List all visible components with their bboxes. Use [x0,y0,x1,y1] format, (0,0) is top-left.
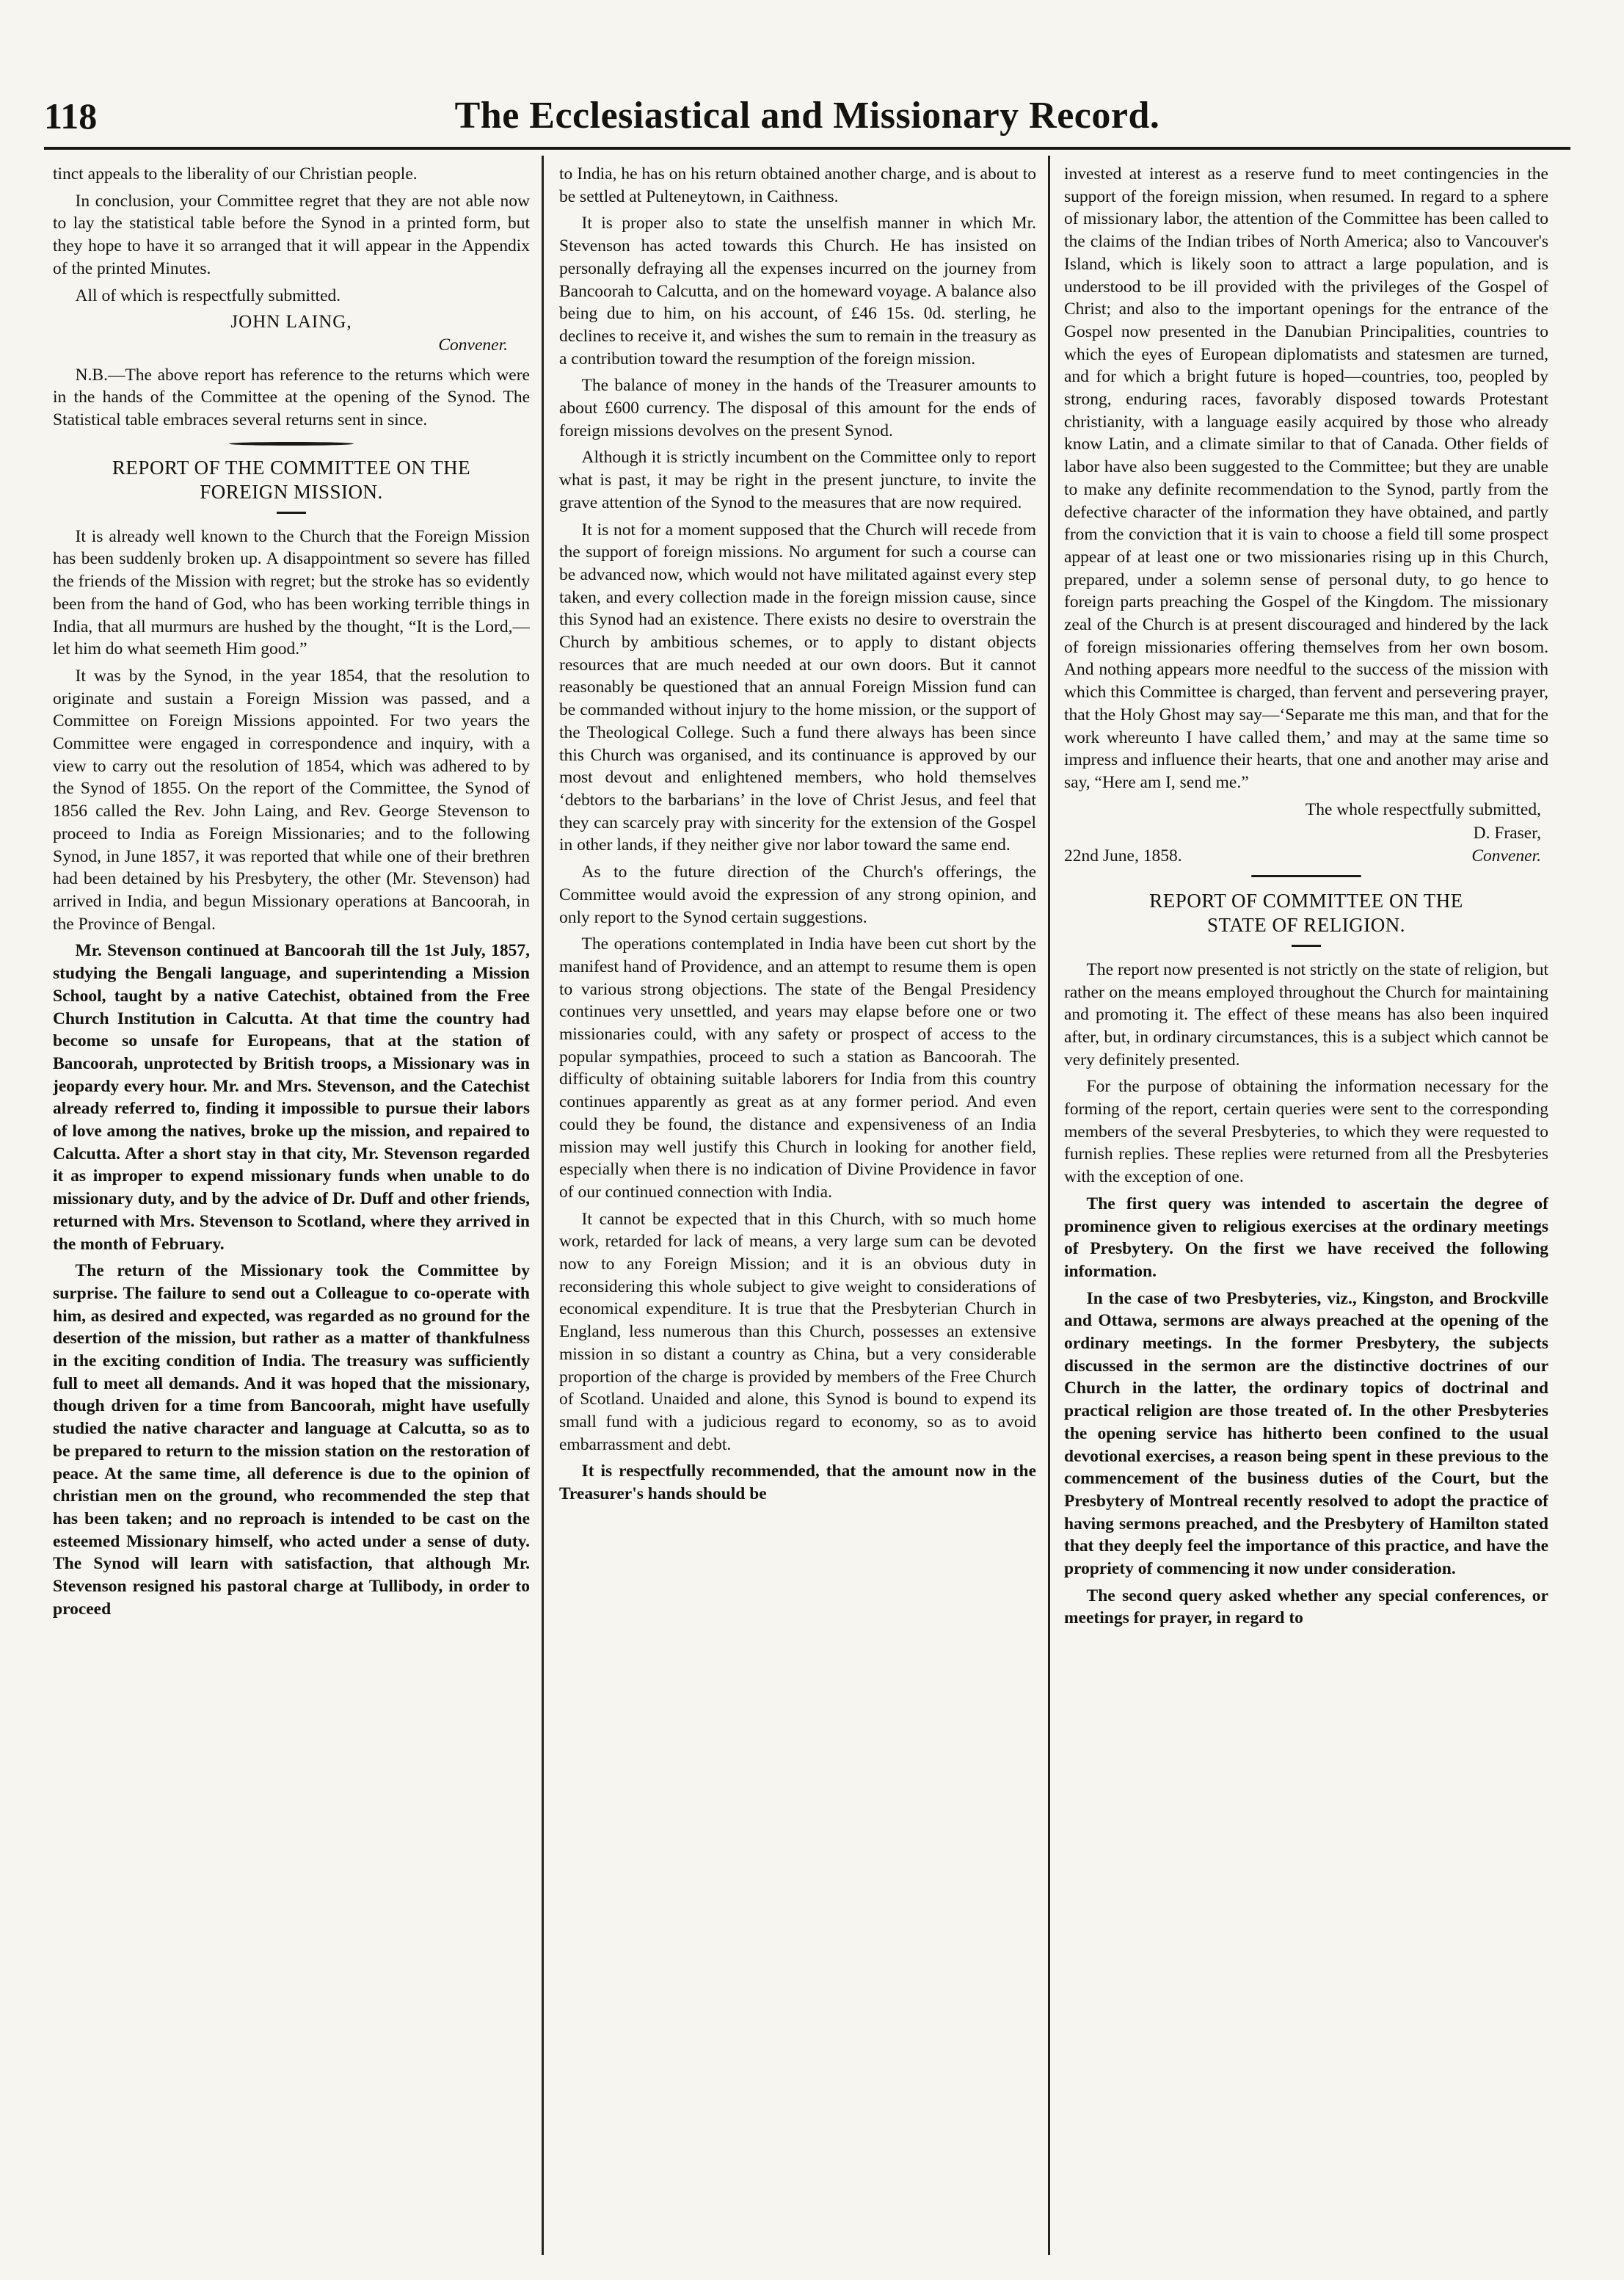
column-divider-2 [1048,156,1050,2255]
paragraph: Although it is strictly incumbent on the Committee only to report what is past, it may be right in the present juncture, to invite the grave attention of the Synod to the measures that are now required. [559,448,1036,512]
paragraph: In conclusion, your Committee regret that they are not able now to lay the statistical table before the Synod in a printed form, but they hope to have it so arranged that it will appear in the Appendix of the printed Minutes. [53,191,530,278]
signature-name: D. Fraser, [1473,824,1541,843]
heading-line: REPORT OF THE COMMITTEE ON THE [112,456,471,479]
signature-name: JOHN LAING, [230,312,352,333]
heading-line: STATE OF RELIGION. [1206,913,1406,936]
paragraph: The second query asked whether any special conferences, or meetings for prayer, in regard to [1064,1586,1548,1628]
section-heading-foreign-mission [53,456,530,504]
running-title: The Ecclesiastical and Missionary Record. [454,95,1160,137]
section-heading-state-of-religion [1064,889,1548,937]
paragraph: It is already well known to the Church that the Foreign Mission has been suddenly broken up. A disappointment so severe has filled the friends of the Mission with regret; but the stroke has so evidently been from the hand of God, who has been working terrible things in India, that all murmurs are hushed by the thought, “It is the Lord,—let him do what seemeth Him good.” [53,526,530,659]
signature-role: Convener. [1471,846,1541,866]
paragraph: invested at interest as a reserve fund to meet contingencies in the support of the foreign mission, when resumed. In regard to a sphere of missionary labor, the attention of the Committee has been called to the claims of the Indian tribes of North America; also to Vancouver's Island, which is likely soon to attract a large population, and is understood to be ill provided with the privileges of the Gospel of Christ; and also to the important openings for the entrance of the Gospel now presented in the Danubian Principalities, countries to which the eyes of European diplomatists and statesmen are turned, and for which a bright future is hoped—countries, too, peopled by strong, enduring races, favorably disposed towards Protestant christianity, with a language easily acquired by those who already know Latin, and a climate similar to that of Canada. Other fields of labor have also been suggested to the Committee; but they are unable to make any definite recommendation to the Synod, partly from the defective character of the information they have obtained, and partly from the conviction that it is vain to choose a field till some prospect appear of at least one or two missionaries rising up in this Church, prepared, under a solemn sense of personal duty, to go hence to foreign parts preaching the Gospel of the Kingdom. The missionary zeal of the Church is at present discouraged and hindered by the lack of foreign missionaries offering themselves from her own bosom. And nothing appears more needful to the success of the mission with which this Committee is charged, than fervent and persevering prayer, that the Holy Ghost may say—‘Separate me this man, and that for the work whereunto I have called them,’ and may at the same time so impress and influence their hearts, that one and another may arise and say, “Here am I, send me.” [1064,164,1548,792]
paragraph: Mr. Stevenson continued at Bancoorah till the 1st July, 1857, studying the Bengali language, and superintending a Mission School, taught by a native Catechist, obtained from the Free Church Institution in Calcutta. At that time the country had become so unsafe for Europeans, that at the station of Bancoorah, unprotected by British troops, a Missionary was in jeopardy every hour. Mr. and Mrs. Stevenson, and the Catechist already referred to, finding it impossible to pursue their labors of love among the natives, broke up the mission, and repaired to Calcutta. After a short stay in that city, Mr. Stevenson regarded it as improper to expend missionary funds when unable to do missionary duty, and by the advice of Dr. Duff and other friends, returned with Mrs. Stevenson to Scotland, where they arrived in the month of February. [53,941,530,1254]
paragraph: The return of the Missionary took the Committee by surprise. The failure to send out a Colleague to co-operate with him, as desired and expected, was regarded as no ground for the desertion of the mission, but rather as a matter of thankfulness in the exciting condition of India. The treasury was sufficiently full to meet all demands. And it was hoped that the missionary, though driven for a time from Bancoorah, might have usefully studied the native character and language at Calcutta, so as to be prepared to return to the mission station on the restoration of peace. At the same time, all deference is due to the opinion of christian men on the ground, who recommended the step that has been taken; and no reproach is intended to be cast on the esteemed Missionary himself, who acted under a sense of duty. The Synod will learn with satisfaction, that although Mr. Stevenson resigned his pastoral charge at Tullibody, in order to proceed [53,1261,530,1619]
paragraph: It was by the Synod, in the year 1854, that the resolution to originate and sustain a Foreign Mission was passed, and a Committee on Foreign Missions appointed. For two years the Committee were engaged in correspondence and inquiry, with a view to carry out the resolution of 1854, which was adhered to by the Synod of 1855. On the report of the Committee, the Synod of 1856 called the Rev. John Laing, and Rev. George Stevenson to proceed to India as Foreign Missionaries; and to the following Synod, in June 1857, it was reported that while one of their brethren had been detained by his Presbytery, the other (Mr. Stevenson) had arrived in India, and begun Missionary operations at Bancoorah, in the Province of Bengal. [53,666,530,934]
column-1 [53,163,530,2255]
paragraph: All of which is respectfully submitted. [75,286,341,305]
paragraph: to India, he has on his return obtained another charge, and is about to be settled at Pulteneytown, in Caithness. [559,164,1036,206]
paragraph: tinct appeals to the liberality of our Christian people. [53,164,418,184]
report-date: 22nd June, 1858. [1064,846,1182,866]
paragraph: For the purpose of obtaining the information necessary for the forming of the report, certain queries were sent to the corresponding members of the several Presbyteries, to which they were requested to furnish replies. These replies were returned from all the Presbyteries with the exception of one. [1064,1077,1548,1187]
column-3 [1064,163,1548,2255]
heading-dash [1292,945,1321,947]
paragraph: It is not for a moment supposed that the Church will recede from the support of foreign missions. No argument for such a course can be advanced now, which would not have militated against every step taken, and every collection made in the foreign mission cause, since this Synod had an existence. There exists no desire to overstrain the Church by ambitious schemes, or to apply to distant objects resources that are much needed at our own doors. But it cannot reasonably be questioned that an annual Foreign Mission fund can be commanded without injury to the home mission, or the support of the Theological College. Such a fund there always has been since this Church was organised, and its continuance is approved by our most devout and enlightened members, who hold themselves ‘debtors to the barbarians’ in the love of Christ Jesus, and feel that they can scarcely pray with sincerity for the extension of the Gospel in other lands, if they neither give nor labor toward the same end. [559,520,1036,855]
heading-line: REPORT OF COMMITTEE ON THE [1149,889,1463,912]
header-rule [44,147,1570,150]
paragraph: The first query was intended to ascertain the degree of prominence given to religious exercises at the ordinary meetings of Presbytery. On the first we have received the following information. [1064,1194,1548,1281]
column-2 [559,163,1036,2255]
paragraph: The report now presented is not strictly on the state of religion, but rather on the means employed throughout the Church for maintaining and promoting it. The effect of these means has also been inquired after, but, in ordinary circumstances, this is a subject which cannot be very definitely presented. [1064,959,1548,1070]
heading-line: FOREIGN MISSION. [200,480,383,503]
signature-role: Convener. [438,335,508,355]
paragraph: The balance of money in the hands of the Treasurer amounts to about £600 currency. The disposal of this amount for the ends of foreign missions devolves on the present Synod. [559,376,1036,440]
paragraph: It is respectfully recommended, that the amount now in the Treasurer's hands should be [559,1462,1036,1504]
paragraph: In the case of two Presbyteries, viz., Kingston, and Brockville and Ottawa, sermons are always preached at the opening of the ordinary meetings. In the former Presbytery, the subjects discussed in the sermon are the distinctive doctrines of our Church in the latter, the ordinary topics of doctrinal and practical religion are those treated of. In the other Presbyteries the opening service has hitherto been confined to the usual devotional exercises, a reason being spent in these previous to the commencement of the business duties of the Court, but the Presbytery of Montreal recently resolved to adopt the practice of having sermons preached, and the Presbytery of Hamilton stated that they deeply feel the importance of this practice, and have the propriety of commencing it now under consideration. [1064,1288,1548,1579]
heading-dash [277,512,306,514]
closing-line: The whole respectfully submitted, [1305,799,1541,819]
section-rule [1251,875,1361,877]
paragraph: It cannot be expected that in this Church, with so much home work, retarded for lack of means, a very large sum can be devoted now to any Foreign Mission; and it is an obvious duty in reconsidering this whole subject to give weight to considerations of economical expenditure. It is true that the Presbyterian Church in England, less numerous than this Church, possesses an extensive mission in so distant a country as China, but a very considerable proportion of the charge is provided by members of the Free Church of Scotland. Unaided and alone, this Synod is bound to expend its small fund with a judicious regard to economy, so as to avoid embarrassment and debt. [559,1209,1036,1454]
column-divider-1 [542,156,544,2255]
note-paragraph: N.B.—The above report has reference to the returns which were in the hands of the Committee at the opening of the Synod. The Statistical table embraces several returns sent in since. [53,365,530,430]
paragraph: It is proper also to state the unselfish manner in which Mr. Stevenson has acted towards this Church. He has insisted on personally defraying all the expenses incurred on the journey from Bancoorah to Calcutta, and on the homeward voyage. A balance also being due to him, on his account, of £46 15s. 0d. sterling, he declines to receive it, and wishes the sum to remain in the treasury as a contribution toward the resumption of the foreign mission. [559,214,1036,368]
running-header [44,87,1570,145]
section-ornament-rule [229,442,354,446]
paragraph: The operations contemplated in India have been cut short by the manifest hand of Providence, and an attempt to resume them is open to various strong objections. The state of the Bengal Presidency continues very unsettled, and years may elapse before one or two missionaries could, with any safety or prospect of access to the popular sympathies, proceed to such a station as Bancoorah. The difficulty of obtaining suitable laborers for India from this country continues apparently as great as at any former period. And even could they be found, the distance and expensiveness of an India mission may well justify this Church in looking for another field, especially when there is no indication of Divine Providence in favor of our continued connection with India. [559,934,1036,1202]
signature-row [1064,845,1548,868]
paragraph: As to the future direction of the Church's offerings, the Committee would avoid the expression of any strong opinion, and only report to the Synod certain suggestions. [559,863,1036,927]
page-number: 118 [44,95,98,137]
